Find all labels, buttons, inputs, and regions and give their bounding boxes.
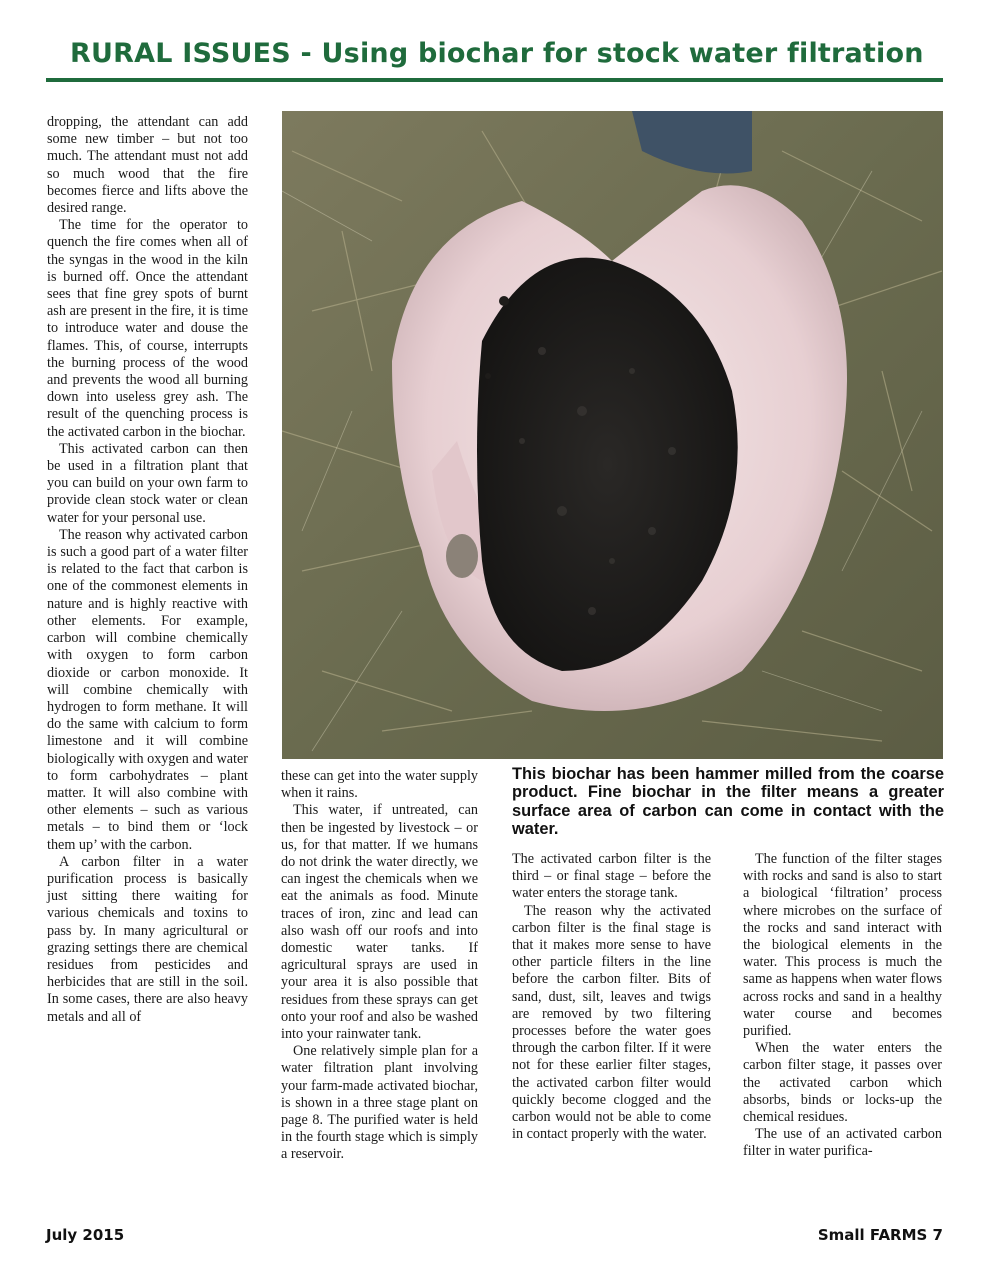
paragraph: The function of the filter stages with rocks and sand is also to start a biological ‘filtration’ process where microbes on the surface of the rocks and sand interact with the biological elements in the water. This process is much the same as happens when water flows across rocks and sand in a healthy water course and becomes purified. xyxy=(743,851,942,1040)
paragraph: The use of an activated carbon filter in water purifica- xyxy=(743,1126,942,1160)
article-column-1 xyxy=(47,114,248,1026)
article-column-4 xyxy=(743,851,942,1161)
paragraph: The reason why the activated carbon filter is the final stage is that it makes more sense to have other particle filters in the line before the carbon filter. Bits of sand, dust, silt, leaves and twigs are removed by two filtering processes before the water goes through the carbon filter. If it were not for these earlier filter stages, the activated carbon filter would quickly become clogged and the carbon would not be able to come in contact properly with the water. xyxy=(512,902,711,1143)
paragraph: A carbon filter in a water purification process is basically just sitting there waiting for various chemicals and toxins to pass by. In many agricultural or grazing settings there are chemical residues from pesticides and herbicides that are still in the soil. In some cases, there are also heavy metals and all of xyxy=(47,853,248,1025)
paragraph: The reason why activated carbon is such a good part of a water filter is related to the fact that carbon is one of the commonest elements in nature and is highly reactive with other elements. For example, carbon will combine chemically with oxygen to form carbon dioxide or carbon monoxide. It will combine chemically with hydrogen to form methane. It will do the same with calcium to form limestone and it will combine biologically with oxygen and water to form carbohydrates – plant matter. It will also combine with other elements – such as various metals – to bind them or ‘lock them up’ with the carbon. xyxy=(47,526,248,853)
header-rule xyxy=(46,78,943,82)
paragraph: This activated carbon can then be used in a filtration plant that you can build on your own farm to provide clean stock water or clean water for your personal use. xyxy=(47,440,248,526)
paragraph: these can get into the water supply when it rains. xyxy=(281,768,478,802)
paragraph: When the water enters the carbon filter stage, it passes over the activated carbon which absorbs, binds or locks-up the chemical residues. xyxy=(743,1040,942,1126)
footer-page-number: Small FARMS 7 xyxy=(817,1226,943,1244)
paragraph: The time for the operator to quench the fire comes when all of the syngas in the wood in the kiln is burned off. Once the attendant sees that fine grey spots of burnt ash are present in the fire, it is time to introduce water and douse the flames. This, of course, interrupts the burning process of the wood and prevents the wood all burning down into useless grey ash. The result of the quenching process is the activated carbon in the biochar. xyxy=(47,217,248,440)
paragraph: One relatively simple plan for a water filtration plant involving your farm-made activated biochar, is shown in a three stage plant on page 8. The purified water is held in the fourth stage which is simply a reservoir. xyxy=(281,1043,478,1163)
photo-caption: This biochar has been hammer milled from the coarse product. Fine biochar in the filter means a greater surface area of carbon can come in contact with the water. xyxy=(512,765,944,839)
biochar-in-hands-photo xyxy=(282,111,943,759)
article-column-3 xyxy=(512,851,711,1143)
paragraph: This water, if untreated, can then be ingested by livestock – or us, for that matter. If we humans do not drink the water directly, we can ingest the chemicals when we eat the animals as food. Minute traces of iron, zinc and lead can also wash off our roofs and into domestic water tanks. If agricultural sprays are used in your area it is also possible that residues from these sprays can get onto your roof and also be washed into your rainwater tank. xyxy=(281,802,478,1043)
page-header-title: RURAL ISSUES - Using biochar for stock water filtration xyxy=(70,38,924,69)
footer-date: July 2015 xyxy=(46,1226,125,1244)
paragraph: dropping, the attendant can add some new timber – but not too much. The attendant must not add so much wood that the fire becomes fierce and lifts above the desired range. xyxy=(47,114,248,217)
article-column-2 xyxy=(281,768,478,1164)
paragraph: The activated carbon filter is the third – or final stage – before the water enters the storage tank. xyxy=(512,851,711,902)
